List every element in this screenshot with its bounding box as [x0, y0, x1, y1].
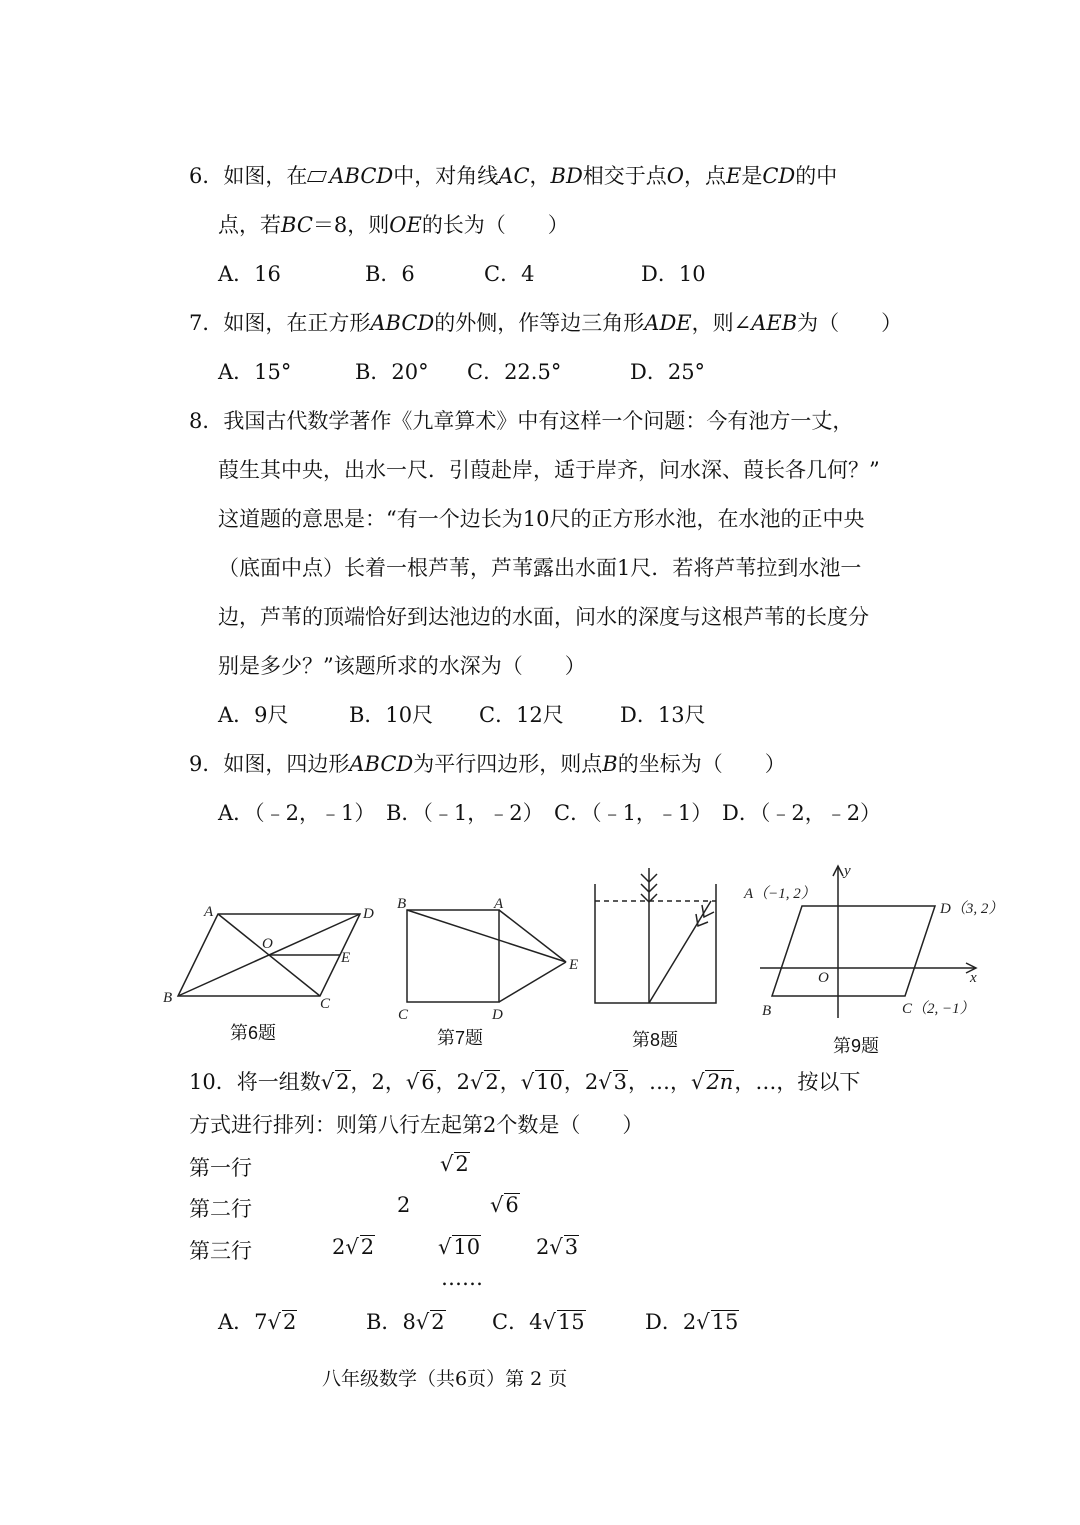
q8-line1: 8．我国古代数学著作《九章算术》中有这样一个问题：今有池方一丈， — [189, 409, 854, 433]
row-3-value-3: 2√ 3 — [536, 1235, 579, 1259]
fig9-label-d: D（3, 2） — [940, 901, 1004, 917]
q10-line2: 方式进行排列：则第八行左起第2个数是（ ） — [189, 1113, 644, 1137]
fig9-label-a: A（−1, 2） — [744, 886, 816, 902]
fig9-label-o: O — [818, 970, 829, 986]
row-2-label: 第二行 — [189, 1197, 252, 1221]
fig9-label-b: B — [762, 1003, 772, 1019]
figure-6-caption: 第6题 — [230, 1023, 277, 1043]
q8-line3: 这道题的意思是：“有一个边长为10尺的正方形水池，在水池的正中央 — [218, 507, 865, 531]
row-3-label: 第三行 — [189, 1239, 252, 1263]
row-1-value-1: √ 2 — [440, 1152, 470, 1176]
q7-option-a: A．15° — [218, 360, 292, 384]
row-2-value-1: 2 — [397, 1193, 411, 1217]
q10-line1: 10．将一组数√ 2，2，√ 6，2√ 2，√ 10，2√ 3，…，√ 2n，…，按以下 — [189, 1067, 860, 1097]
q7-option-b: B．20° — [355, 360, 429, 384]
figure-9-caption: 第9题 — [833, 1036, 880, 1056]
fig7-label-a: A — [494, 896, 504, 912]
q6-option-d: D．10 — [641, 262, 706, 286]
q7-line1: 7．如图，在正方形ABCD的外侧，作等边三角形ADE，则∠AEB为（ ） — [189, 311, 903, 335]
q8-option-d: D．13尺 — [620, 703, 706, 727]
q6-option-c: C．4 — [484, 262, 535, 286]
q10-option-d: D．2√ 15 — [645, 1306, 739, 1336]
figure-7-caption: 第7题 — [437, 1028, 484, 1048]
q8-line6: 别是多少？”该题所求的水深为（ ） — [218, 654, 586, 678]
q8-option-b: B．10尺 — [349, 703, 434, 727]
figure-9-coordinate-parallelogram — [740, 858, 1040, 1023]
fig6-label-c: C — [320, 996, 331, 1012]
fig7-label-e: E — [569, 957, 579, 973]
fig6-label-d: D — [363, 906, 374, 922]
q8-option-c: C．12尺 — [479, 703, 564, 727]
q8-line4: （底面中点）长着一根芦苇，芦苇露出水面1尺．若将芦苇拉到水池一 — [218, 556, 862, 580]
row-2-value-2: √ 6 — [490, 1193, 520, 1217]
fig9-label-x: x — [970, 970, 977, 986]
q10-option-c: C．4√ 15 — [492, 1306, 586, 1336]
row-3-value-2: √ 10 — [438, 1235, 481, 1259]
rows-ellipsis: …… — [441, 1266, 483, 1290]
row-1-label: 第一行 — [189, 1156, 252, 1180]
fig7-label-d: D — [492, 1007, 503, 1023]
q7-option-c: C．22.5° — [467, 360, 562, 384]
q8-option-a: A．9尺 — [218, 703, 289, 727]
q9-option-d: D．（﹣2，﹣2） — [722, 801, 882, 825]
q6-line1: 6．如图，在 ABCD中，对角线AC，BD相交于点O，点E是CD的中 — [189, 164, 838, 188]
row-3-value-1: 2√ 2 — [332, 1235, 375, 1259]
q8-line2: 葭生其中央，出水一尺．引葭赴岸，适于岸齐，问水深、葭长各几何？” — [218, 458, 880, 482]
fig6-label-o: O — [262, 936, 273, 952]
parallelogram-icon — [307, 171, 327, 182]
figure-7-square-triangle — [393, 892, 588, 1024]
q6-line2: 点，若BC＝8，则OE的长为（ ） — [218, 213, 569, 237]
figure-8-caption: 第8题 — [632, 1030, 679, 1050]
q9-line1: 9．如图，四边形ABCD为平行四边形，则点B的坐标为（ ） — [189, 752, 786, 776]
figure-8-pond-reed — [588, 862, 728, 1008]
fig6-label-e: E — [341, 950, 351, 966]
fig6-label-b: B — [163, 990, 173, 1006]
q9-option-c: C．（﹣1，﹣1） — [554, 801, 713, 825]
fig7-label-c: C — [398, 1007, 409, 1023]
q10-option-b: B．8√ 2 — [366, 1306, 446, 1336]
fig7-label-b: B — [397, 896, 407, 912]
fig6-label-a: A — [204, 904, 214, 920]
figure-6-parallelogram — [160, 900, 380, 1012]
fig9-label-c: C（2, −1） — [902, 1001, 975, 1017]
fig9-label-y: y — [844, 863, 851, 879]
q6-option-b: B．6 — [365, 262, 415, 286]
page-footer: 八年级数学（共6页）第 2 页 — [322, 1368, 568, 1390]
q8-line5: 边，芦苇的顶端恰好到达池边的水面，问水的深度与这根芦苇的长度分 — [218, 605, 869, 629]
q7-option-d: D．25° — [630, 360, 706, 384]
q9-option-b: B．（﹣1，﹣2） — [386, 801, 544, 825]
q10-option-a: A．7√ 2 — [218, 1306, 297, 1336]
q6-option-a: A．16 — [218, 262, 281, 286]
q9-option-a: A．（﹣2，﹣1） — [218, 801, 376, 825]
